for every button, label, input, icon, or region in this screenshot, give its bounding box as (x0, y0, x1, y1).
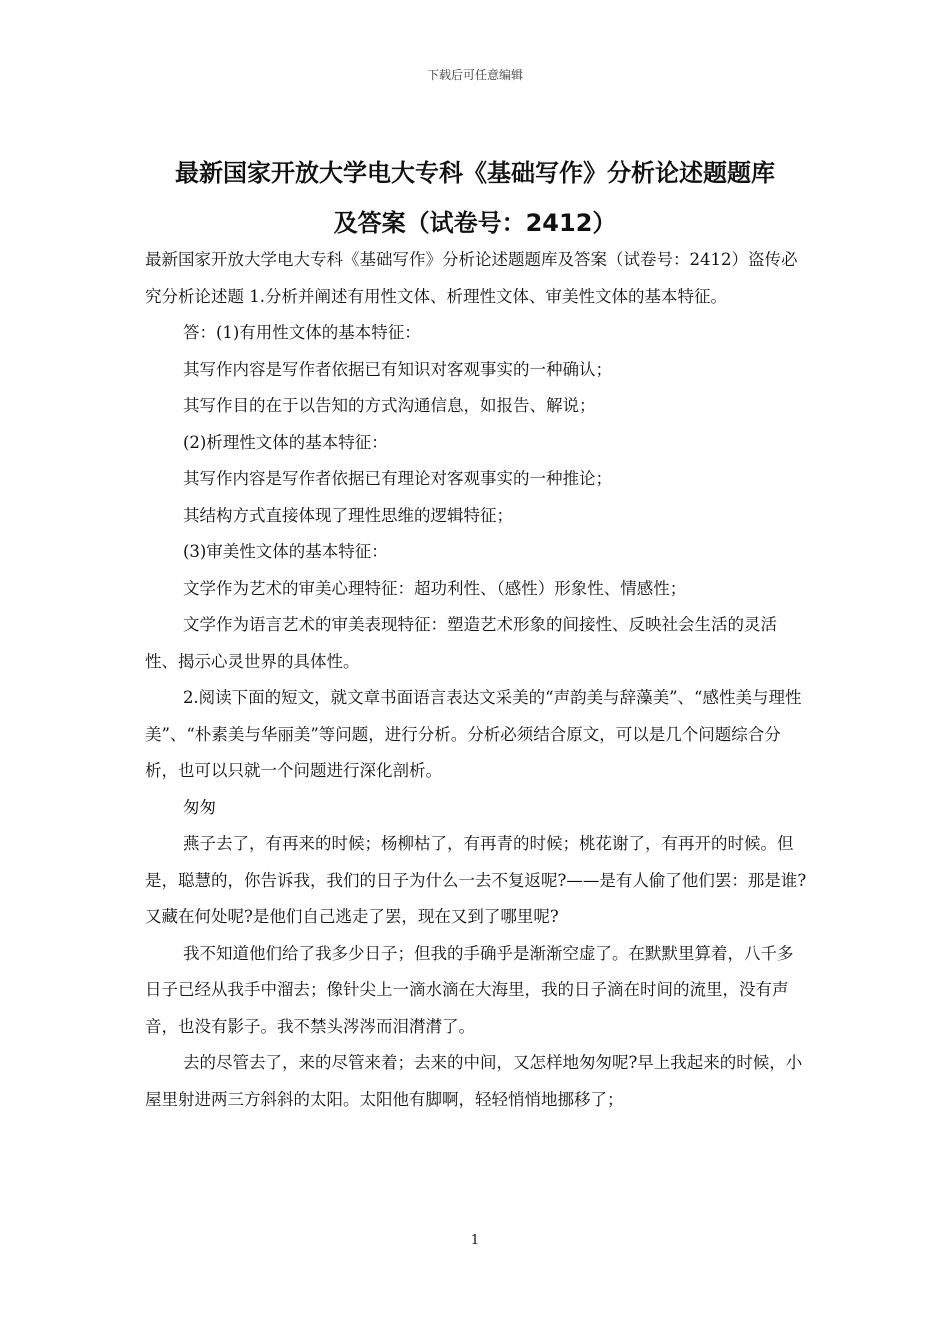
section-heading: (3)审美性文体的基本特征： (182, 542, 388, 561)
title-line-1: 最新国家开放大学电大专科《基础写作》分析论述题题库 (175, 159, 775, 187)
body-paragraph: 其写作目的在于以告知的方式沟通信息，如报告、解说； (182, 396, 596, 415)
body-paragraph: 其写作内容是写作者依据已有理论对客观事实的一种推论； (182, 469, 612, 488)
essay-paragraph: 燕子去了，有再来的时候；杨柳枯了，有再青的时候；桃花谢了，有再开的时候。但是，聪慧的，你告诉我，我们的日子为什么一去不复返呢?——是有人偷了他们罢：那是谁?又藏在何处呢?是他们自己逃走了罢，现在又到了哪里呢? (145, 834, 807, 926)
essay-paragraph: 我不知道他们给了我多少日子；但我的手确乎是渐渐空虚了。在默默里算着，八千多日子已经从我手中溜去；像针尖上一滴水滴在大海里，我的日子滴在时间的流里，没有声音，也没有影子。我不禁头涔涔而泪潸潸了。 (145, 943, 794, 1036)
page-number: 1 (470, 1233, 480, 1248)
essay-paragraph: 去的尽管去了，来的尽管来着；去来的中间，又怎样地匆匆呢?早上我起来的时候，小屋里射进两三方斜斜的太阳。太阳他有脚啊，轻轻悄悄地挪移了； (145, 1053, 803, 1109)
section-heading: (2)析理性文体的基本特征： (182, 432, 388, 452)
body-paragraph: 文学作为艺术的审美心理特征：超功利性、（感性）形象性、情感性； (182, 578, 687, 598)
body-paragraph: 其结构方式直接体现了理性思维的逻辑特征； (182, 505, 513, 525)
body-paragraph: 其写作内容是写作者依据已有知识对客观事实的一种确认； (182, 359, 612, 379)
title-line-2: 及答案（试卷号：2412） (333, 209, 617, 237)
intro-paragraph: 最新国家开放大学电大专科《基础写作》分析论述题题库及答案（试卷号：2412）盗传必究分析论述题 1.分析并阐述有用性文体、析理性文体、审美性文体的基本特征。 (145, 250, 798, 306)
header-note: 下载后可任意编辑 (426, 68, 523, 82)
essay-title: 匆匆 (182, 797, 216, 817)
question-paragraph: 2.阅读下面的短文，就文章书面语言表达文采美的“声韵美与辞藻美”、“感性美与理性美”、“朴素美与华丽美”等问题，进行分析。分析必须结合原文，可以是几个问题综合分析，也可以只就一个问题进行深化剖析。 (145, 688, 802, 780)
document-body (145, 242, 807, 1118)
body-paragraph: 文学作为语言艺术的审美表现特征：塑造艺术形象的间接性、反映社会生活的灵活性、揭示心灵世界的具体性。 (145, 615, 777, 671)
answer-heading: 答：(1)有用性文体的基本特征： (182, 323, 421, 342)
document-title (130, 148, 820, 248)
